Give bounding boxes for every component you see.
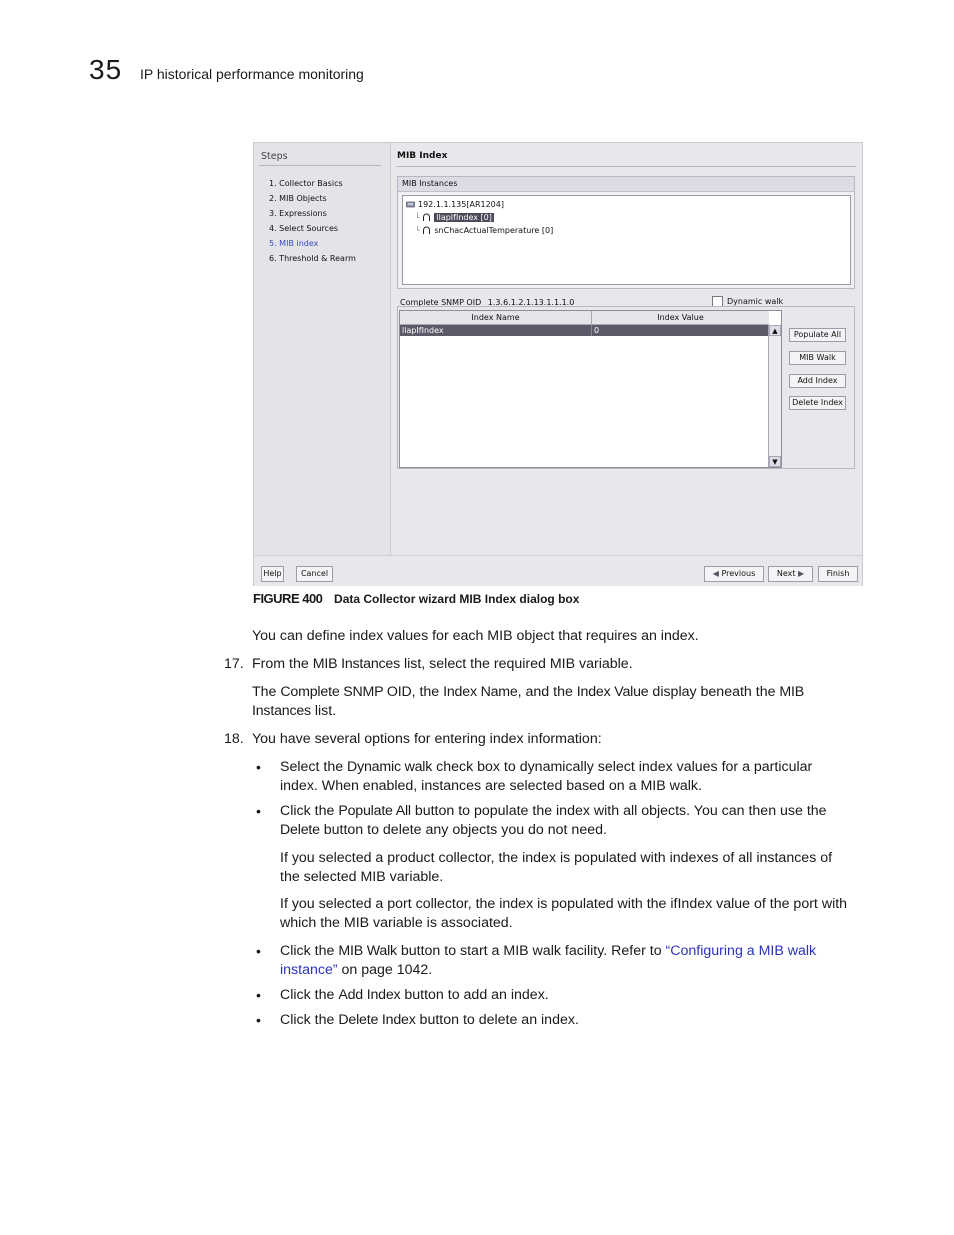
- table-scrollbar[interactable]: [768, 325, 781, 467]
- ui-term: Populate All: [338, 803, 411, 819]
- mib-instances-label: MIB Instances: [398, 177, 854, 192]
- text-run: , the: [411, 684, 444, 700]
- mib-walk-button[interactable]: MIB Walk: [789, 351, 846, 365]
- figure-title: Data Collector wizard MIB Index dialog box: [334, 592, 580, 606]
- chapter-number: 35: [89, 54, 123, 85]
- help-button[interactable]: Help: [261, 566, 284, 582]
- step-item[interactable]: 4. Select Sources: [269, 224, 339, 233]
- text-run: Click the: [280, 1012, 339, 1028]
- column-header-index-value[interactable]: Index Value: [657, 313, 704, 322]
- text-run: Click the: [280, 987, 339, 1003]
- steps-panel: [254, 143, 391, 555]
- next-button[interactable]: [768, 566, 813, 582]
- step-17-paragraph: [252, 683, 842, 721]
- text-run: display beneath the: [648, 684, 780, 700]
- tree-connector: └: [415, 213, 420, 222]
- step-item[interactable]: 3. Expressions: [269, 209, 327, 218]
- bullet-populate-all: [280, 802, 827, 840]
- bullet-delete-index: [280, 1011, 579, 1030]
- bullet-icon: •: [256, 987, 261, 1003]
- step-item[interactable]: 1. Collector Basics: [269, 179, 343, 188]
- previous-label: Previous: [721, 569, 756, 578]
- ui-term: MIB Walk: [338, 943, 397, 959]
- port-collector-paragraph: [280, 895, 847, 933]
- tree-child-node[interactable]: [415, 213, 494, 222]
- delete-index-button[interactable]: Delete Index: [789, 396, 846, 410]
- cross-reference-link[interactable]: “Configuring a MIB walk: [665, 943, 817, 959]
- panel-title: MIB Index: [397, 151, 448, 161]
- bullet-add-index: [280, 986, 549, 1005]
- text-run: index. When enabled, instances are selected based on a MIB walk.: [280, 778, 702, 794]
- scroll-up-icon[interactable]: ▲: [769, 325, 781, 336]
- cell-index-name[interactable]: llapIfIndex: [400, 325, 592, 336]
- mib-index-dialog-screenshot: [253, 142, 863, 586]
- bullet-icon: •: [256, 943, 261, 959]
- ui-term: MIB: [779, 684, 805, 700]
- panel-divider: [396, 166, 856, 167]
- ui-term: Instances: [252, 703, 311, 719]
- steps-divider: [259, 165, 381, 166]
- text-run: button to populate the index with all objects. You can then use the: [410, 803, 827, 819]
- previous-button[interactable]: [704, 566, 764, 582]
- step-18-text: You have several options for entering index information:: [252, 731, 602, 747]
- mib-object-icon: [422, 213, 431, 222]
- snmp-oid-value: 1.3.6.1.2.1.13.1.1.1.0: [487, 298, 575, 307]
- figure-label: FIGURE 400: [253, 591, 323, 606]
- text-run: The: [252, 684, 281, 700]
- text-run: button to delete any objects you do not need.: [319, 822, 607, 838]
- text-run: on page 1042.: [337, 962, 433, 978]
- dynamic-walk-label: Dynamic walk: [727, 297, 784, 306]
- product-collector-paragraph: [280, 849, 832, 887]
- mib-instances-group: [397, 176, 855, 289]
- finish-button[interactable]: Finish: [818, 566, 858, 582]
- steps-list: [269, 176, 356, 266]
- cell-index-value[interactable]: 0: [594, 326, 600, 335]
- arrow-right-icon: ▶: [798, 569, 805, 578]
- step-item-active[interactable]: 5. MIB index: [269, 239, 319, 248]
- bullet-icon: •: [256, 803, 261, 819]
- table-row[interactable]: [400, 325, 769, 336]
- cancel-button[interactable]: Cancel: [296, 566, 333, 582]
- bullet-mib-walk: [280, 942, 816, 980]
- index-table[interactable]: [399, 310, 782, 468]
- column-header-index-name[interactable]: Index Name: [400, 311, 592, 324]
- ui-term: Add Index: [338, 987, 401, 1003]
- step-item[interactable]: 2. MIB Objects: [269, 194, 327, 203]
- step-number: 17.: [224, 656, 244, 672]
- tree-connector: └: [415, 226, 420, 235]
- text-run: the selected MIB variable.: [280, 869, 444, 885]
- step-item[interactable]: 6. Threshold & Rearm: [269, 254, 356, 263]
- text-run: From the: [252, 656, 313, 672]
- chapter-title: IP historical performance monitoring: [140, 66, 364, 82]
- index-table-header: [400, 311, 769, 325]
- snmp-oid-label: Complete SNMP OID: [400, 298, 482, 307]
- dialog-footer: [254, 555, 862, 586]
- text-run: button to add an index.: [400, 987, 549, 1003]
- next-label: Next: [776, 569, 796, 578]
- intro-paragraph: You can define index values for each MIB object that requires an index.: [252, 628, 699, 644]
- ui-term: Delete Index: [338, 1012, 416, 1028]
- figure-caption: [253, 591, 579, 606]
- scroll-down-icon[interactable]: ▼: [769, 456, 781, 467]
- ui-term: Dynamic walk: [347, 759, 433, 775]
- text-run: which the MIB variable is associated.: [280, 915, 513, 931]
- cross-reference-link[interactable]: instance”: [280, 962, 338, 978]
- bullet-dynamic-walk: [280, 758, 812, 796]
- ui-term: Delete: [280, 822, 320, 838]
- mib-object-icon: [422, 226, 431, 235]
- text-run: button to delete an index.: [415, 1012, 579, 1028]
- text-run: button to start a MIB walk facility. Refer to: [396, 943, 666, 959]
- step-17-text: [252, 655, 633, 674]
- ui-term: Index Name: [443, 684, 518, 700]
- ui-term: Index Value: [576, 684, 649, 700]
- text-run: list.: [310, 703, 337, 719]
- text-run: list, select the required MIB variable.: [400, 656, 633, 672]
- tree-child-node[interactable]: [415, 226, 553, 235]
- tree-child-label: snChacActualTemperature [0]: [434, 226, 554, 235]
- tree-child-label-selected: llapIfIndex [0]: [436, 213, 492, 222]
- text-run: If you selected a product collector, the index is populated with indexes of all instances of: [280, 850, 833, 866]
- ui-term: Complete SNMP OID: [280, 684, 412, 700]
- tree-root-node[interactable]: [406, 200, 504, 209]
- text-run: Click the: [280, 943, 339, 959]
- add-index-button[interactable]: Add Index: [789, 374, 846, 388]
- bullet-icon: •: [256, 1012, 261, 1028]
- steps-title: Steps: [261, 151, 288, 162]
- populate-all-button[interactable]: Populate All: [789, 328, 846, 342]
- tree-root-label: 192.1.1.135[AR1204]: [418, 200, 504, 209]
- text-run: Click the: [280, 803, 339, 819]
- step-number: 18.: [224, 731, 244, 747]
- device-icon: [406, 200, 415, 209]
- text-run: check box to dynamically select index values for a particular: [432, 759, 813, 775]
- arrow-left-icon: ◀: [712, 569, 719, 578]
- bullet-icon: •: [256, 759, 261, 775]
- text-run: , and the: [517, 684, 577, 700]
- text-run: Select the: [280, 759, 348, 775]
- mib-instances-tree[interactable]: [402, 195, 851, 285]
- ui-term: MIB Instances: [312, 656, 401, 672]
- text-run: If you selected a port collector, the index is populated with the ifIndex value of the port with: [280, 896, 848, 912]
